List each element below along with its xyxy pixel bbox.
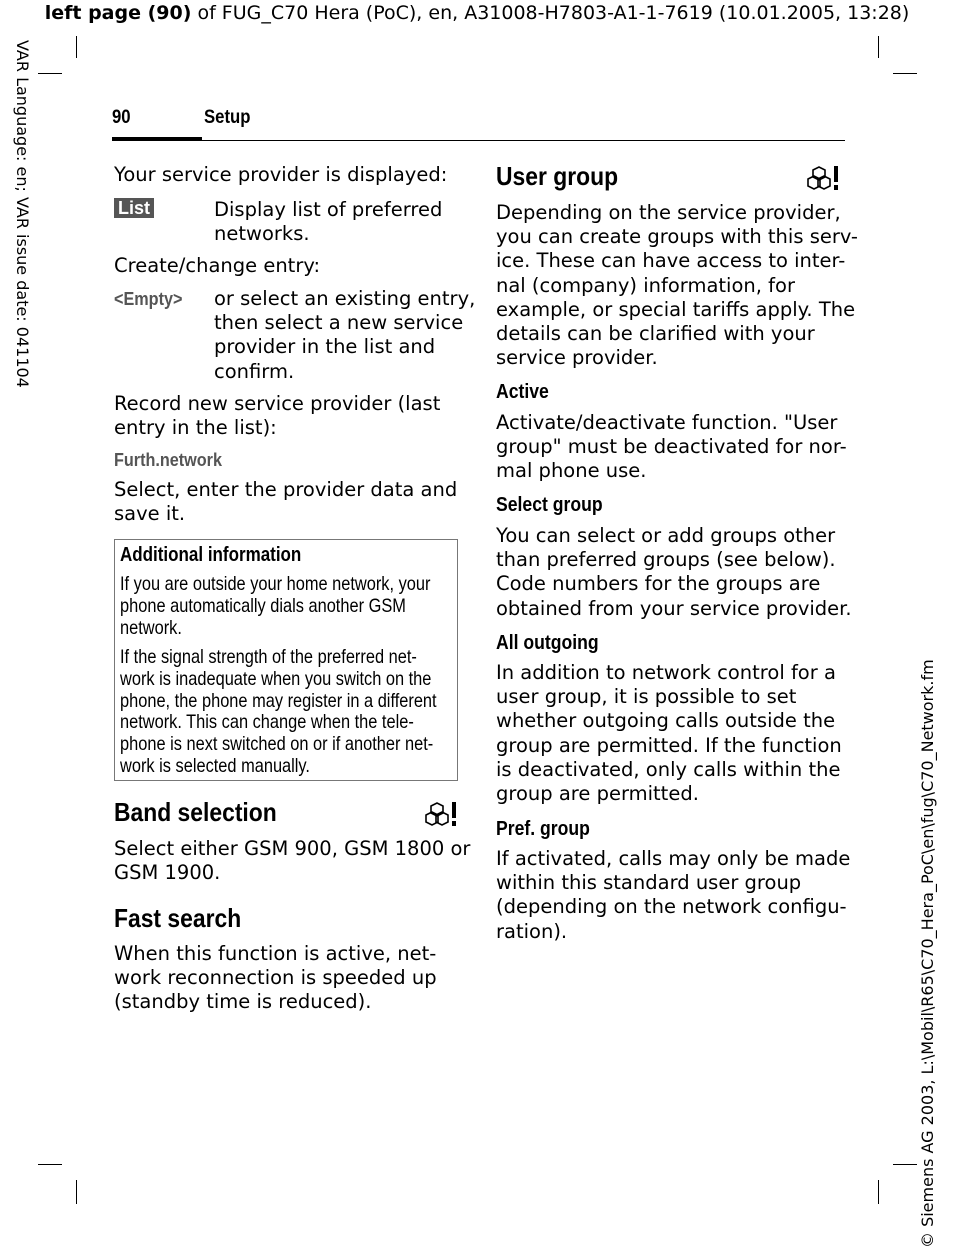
text-line: is deactivated, only calls within the	[496, 757, 841, 781]
crop-mark	[893, 1164, 917, 1165]
pref-group-heading: Pref. group	[496, 818, 590, 840]
text-line: (standby time is reduced).	[114, 990, 372, 1014]
list-key-label: List	[114, 198, 154, 218]
page-section-title: Setup	[204, 107, 251, 128]
text-line: work reconnection is speeded up	[114, 966, 437, 990]
text-line: You can select or add groups other	[496, 524, 836, 547]
empty-description	[214, 287, 475, 384]
text-line: Activate/deactivate function. "User	[496, 411, 838, 434]
text-line: network.	[120, 616, 182, 639]
crop-mark	[76, 1180, 77, 1204]
info-title: Additional information	[120, 544, 302, 566]
text-line: If activated, calls may only be made	[496, 847, 851, 870]
side-label-right	[918, 648, 940, 1248]
create-change-text: Create/change entry:	[114, 254, 321, 277]
text-line: Select, enter the provider data and	[114, 478, 458, 501]
text-line: obtained from your service provider.	[496, 596, 852, 620]
text-line: provider in the list and	[214, 335, 436, 359]
fast-search-heading: Fast search	[114, 903, 242, 933]
text-line: example, or special tariffs apply. The	[496, 297, 856, 321]
text-line: nal (company) information, for	[496, 273, 795, 297]
network-provider-icon	[423, 800, 459, 828]
text-line: In addition to network control for a	[496, 661, 836, 684]
text-line: work is selected manually.	[120, 754, 310, 777]
header-rule	[112, 140, 845, 141]
copyright-path-text: © Siemens AG 2003, L:\Mobil\R65\C70_Hera_PoC\en\fug\C70_Network.fm	[918, 659, 937, 1248]
crop-mark	[38, 73, 62, 74]
active-heading: Active	[496, 381, 549, 403]
text-line: whether outgoing calls outside the	[496, 709, 836, 733]
text-line: Depending on the service provider,	[496, 201, 841, 224]
text-line: ration).	[496, 919, 568, 943]
fast-search-text	[114, 942, 437, 1015]
crop-mark	[76, 36, 77, 58]
var-language-text: VAR Language: en; VAR issue date: 041104	[13, 40, 32, 388]
info-paragraph-2	[120, 647, 456, 778]
all-outgoing-text	[496, 661, 842, 806]
text-line: Select either GSM 900, GSM 1800 or	[114, 837, 471, 860]
print-job-details: of FUG_C70 Hera (PoC), en, A31008-H7803-A1-1-7619 (10.01.2005, 13:28)	[191, 2, 910, 24]
empty-key: <Empty>	[114, 289, 183, 309]
text-line: If you are outside your home network, your	[120, 573, 431, 595]
band-selection-text	[114, 837, 470, 885]
print-job-page: left page (90)	[44, 2, 192, 24]
print-job-line	[0, 2, 954, 24]
text-line: Code numbers for the groups are	[496, 572, 821, 596]
list-softkey	[114, 198, 154, 219]
text-line: group are permitted. If the function	[496, 733, 842, 757]
crop-mark	[38, 1164, 62, 1165]
text-line: you can create groups with this serv-	[496, 225, 858, 249]
crop-mark	[878, 1180, 879, 1204]
text-line: ice. These can have access to inter-	[496, 249, 846, 273]
text-line: details can be clarified with your	[496, 322, 815, 346]
page-number: 90	[112, 107, 131, 128]
text-line: mal phone use.	[496, 459, 647, 483]
active-text	[496, 411, 847, 484]
record-text	[114, 392, 440, 440]
text-line: within this standard user group	[496, 871, 802, 895]
select-text	[114, 478, 457, 526]
user-group-heading: User group	[496, 161, 619, 191]
text-line: group" must be deactivated for nor-	[496, 435, 847, 459]
crop-mark	[893, 73, 917, 74]
text-line: than preferred groups (see below).	[496, 548, 836, 572]
text-line: phone, the phone may register in a different	[120, 689, 437, 712]
text-line: Display list of preferred	[214, 198, 443, 221]
text-line: network. This can change when the tele-	[120, 711, 414, 734]
pref-group-text	[496, 847, 850, 944]
text-line: phone is next switched on or if another net-	[120, 733, 434, 756]
text-line: user group, it is possible to set	[496, 685, 797, 709]
list-description	[214, 198, 442, 246]
text-line: group are permitted.	[496, 782, 699, 806]
info-paragraph-1	[120, 574, 456, 639]
band-selection-heading: Band selection	[114, 797, 277, 827]
intro-text: Your service provider is displayed:	[114, 163, 448, 186]
text-line: GSM 1900.	[114, 861, 221, 885]
furth-network-key: Furth.network	[114, 450, 222, 470]
all-outgoing-heading: All outgoing	[496, 632, 599, 654]
text-line: Record new service provider (last	[114, 392, 441, 415]
network-provider-icon	[805, 164, 841, 192]
text-line: entry in the list):	[114, 416, 277, 440]
text-line: (depending on the network configu-	[496, 895, 847, 919]
text-line: work is inadequate when you switch on the	[120, 667, 432, 690]
text-line: or select an existing entry,	[214, 287, 476, 310]
select-group-heading: Select group	[496, 494, 603, 516]
text-line: confirm.	[214, 359, 295, 383]
additional-info-box	[114, 539, 458, 781]
text-line: service provider.	[496, 346, 658, 370]
user-group-text	[496, 201, 858, 370]
text-line: networks.	[214, 222, 310, 246]
text-line: then select a new service	[214, 311, 464, 335]
side-label-left	[14, 40, 36, 400]
select-group-text	[496, 524, 852, 621]
text-line: phone automatically dials another GSM	[120, 594, 406, 617]
crop-mark	[878, 36, 879, 58]
text-line: If the signal strength of the preferred net-	[120, 646, 417, 668]
text-line: save it.	[114, 502, 186, 526]
text-line: When this function is active, net-	[114, 942, 437, 965]
